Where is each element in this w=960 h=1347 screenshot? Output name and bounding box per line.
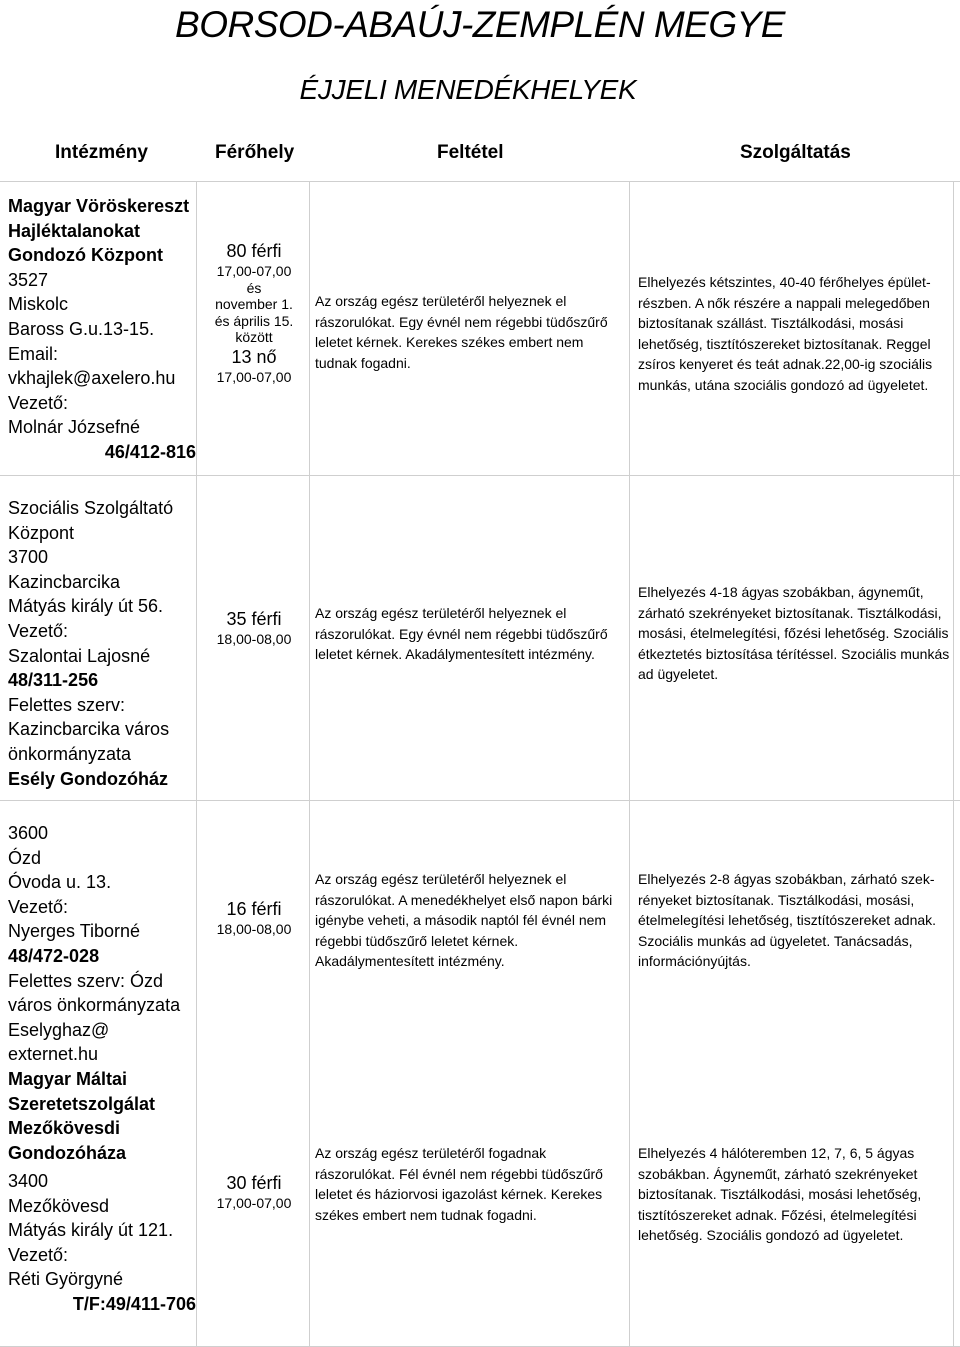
capacity-line: 16 férfi (226, 899, 282, 919)
capacity-line: 17,00-07,00 (216, 1195, 292, 1211)
institution-line: 48/472-028 (8, 945, 100, 966)
grid-line (0, 181, 960, 182)
institution-line: önkormányzata (8, 743, 132, 764)
capacity-line: 30 férfi (226, 1173, 282, 1193)
capacity-cell (200, 608, 308, 648)
page-title: BORSOD-ABAÚJ-ZEMPLÉN MEGYE (175, 4, 785, 45)
institution-line: Esély Gondozóház (8, 768, 169, 789)
institution-line: Mátyás király út 56. (8, 596, 164, 617)
institution-line: Gondozóháza (8, 1142, 126, 1163)
institution-line: város önkormányzata (8, 995, 181, 1016)
institution-line: 3700 (8, 547, 49, 568)
institution-line: Vezető: (8, 620, 69, 641)
institution-line: Hajléktalanokat (8, 220, 141, 241)
service-cell: Elhelyezés 4-18 ágyas szobákban, ágyneműt, zárható szekrényeket biztosítanak. Tisztálkodási, mosási, ételmelegítési, főzési lehetőség. Szociális étkeztetés biztosítása térítéssel. Szociális munkás ad ügyeletet. (638, 584, 950, 682)
grid-line (629, 181, 630, 1346)
grid-line (309, 181, 310, 1346)
institution-line: Óvoda u. 13. (8, 872, 112, 893)
grid-line (196, 181, 197, 1346)
capacity-line: 17,00-07,00 (216, 368, 292, 385)
institution-line: Szociális Szolgáltató (8, 498, 174, 518)
institution-line: 3527 (8, 269, 49, 290)
institution-line: Vezető: (8, 1244, 69, 1265)
capacity-line: 13 nő (231, 346, 277, 367)
header-capacity: Férőhely (215, 142, 295, 163)
institution-line: externet.hu (8, 1044, 99, 1065)
institution-line: Vezető: (8, 896, 69, 917)
institution-line: Vezető: (8, 392, 69, 413)
capacity-line: 35 férfi (226, 609, 282, 629)
condition-cell: Az ország egész területéről fogadnak rászorulókat. Fél évnél nem régebbi tüdőszűrő leletet és háziorvosi igazolást kérnek. Kerekes székes embert nem tudnak fogadni. (315, 1145, 603, 1223)
institution-line: Mezőkövesdi (8, 1118, 121, 1139)
institution-cell (8, 496, 196, 791)
institution-line: 3400 (8, 1171, 49, 1191)
institution-line: Szalontai Lajosné (8, 645, 151, 666)
institution-line: Mezőkövesd (8, 1195, 110, 1216)
institution-line: Ózd (8, 847, 42, 868)
institution-line: Magyar Máltai (8, 1068, 128, 1089)
capacity-line: és április 15. (214, 312, 294, 329)
institution-line: Baross G.u.13-15. (8, 318, 155, 339)
capacity-cell (200, 240, 308, 385)
header-condition: Feltétel (437, 142, 504, 163)
institution-line: Felettes szerv: (8, 694, 126, 715)
institution-line: vkhajlek@axelero.hu (8, 368, 176, 389)
service-cell: Elhelyezés kétszintes, 40-40 férőhelyes épület-részben. A nők részére a nappali melegedőben biztosítanak szállást. Tisztálkodási, mosási lehetőség, tisztítószereket biztosítanak. Reggel zsíros kenyeret és teát adnak.22,00-ig szociális munkás, utána szociális gondozó ad ügyeletet. (638, 274, 933, 393)
institution-line: Eselyghaz@ (8, 1019, 110, 1040)
capacity-cell (200, 1172, 308, 1212)
institution-line: Réti Györgyné (8, 1269, 124, 1290)
service-cell: Elhelyezés 4 hálóteremben 12, 7, 6, 5 ágyas szobákban. Ágyneműt, zárható szekrényeket biztosítanak. Tisztálkodási, mosási lehetőség, tisztítószereket adnak. Főzési, ételmelegítési lehetőség. Szociális gondozó ad ügyeletet. (638, 1145, 922, 1243)
institution-line: Magyar Vöröskereszt (8, 196, 190, 216)
institution-line: Nyerges Tiborné (8, 921, 141, 942)
capacity-line: között (235, 329, 273, 345)
institution-line: Molnár Józsefné (8, 417, 141, 438)
capacity-line: 18,00-08,00 (216, 921, 292, 937)
institution-line: Kazincbarcika város (8, 719, 170, 740)
institution-line: Mátyás király út 121. (8, 1220, 174, 1241)
institution-line: 48/311-256 (8, 670, 99, 691)
grid-line (0, 475, 960, 476)
grid-line (953, 181, 954, 1346)
condition-cell: Az ország egész területéről helyeznek el rászorulókat. Egy évnél nem régebbi tüdőszűrő leletet kérnek. Kerekes székes embert nem tudnak fogadni. (315, 293, 608, 371)
header-service: Szolgáltatás (740, 142, 851, 163)
capacity-line: és (246, 279, 262, 296)
institution-cell (8, 821, 196, 1165)
institution-line: 3600 (8, 823, 49, 843)
institution-cell (8, 194, 196, 465)
capacity-line: 80 férfi (226, 241, 282, 261)
institution-line: Email: (8, 343, 59, 364)
institution-line: Kazincbarcika (8, 571, 121, 592)
institution-cell (8, 1169, 196, 1317)
institution-line: Központ (8, 522, 75, 543)
institution-line: T/F:49/411-706 (72, 1293, 196, 1314)
capacity-line: 17,00-07,00 (216, 263, 292, 279)
condition-cell: Az ország egész területéről helyeznek el rászorulókat. Egy évnél nem régebbi tüdőszűrő leletet kérnek. Akadálymentesített intézmény. (315, 605, 608, 662)
service-cell: Elhelyezés 2-8 ágyas szobákban, zárható szek-rényeket biztosítanak. Tisztálkodási, mosási, ételmelegítési lehetőség, tisztítószereket adnak. Szociális munkás ad ügyeletet. Tanácsadás, információnyújtás. (638, 871, 937, 969)
capacity-line: november 1. (215, 296, 293, 312)
institution-line: Gondozó Központ (8, 245, 163, 266)
institution-line: 46/412-816 (104, 441, 196, 462)
condition-cell: Az ország egész területéről helyeznek el rászorulókat. A menedékhelyet első napon bárki igénybe veheti, a második naptól fél évnél nem régebbi tüdőszűrő leletet kérnek. Akadálymentesített intézmény. (315, 871, 613, 969)
institution-line: Felettes szerv: Ózd (8, 970, 164, 991)
institution-line: Szeretetszolgálat (8, 1093, 156, 1114)
institution-line: Miskolc (8, 294, 69, 315)
grid-line (0, 800, 960, 801)
capacity-line: 18,00-08,00 (216, 631, 292, 647)
capacity-cell (200, 898, 308, 938)
page-subtitle: ÉJJELI MENEDÉKHELYEK (299, 74, 637, 105)
header-institution: Intézmény (55, 142, 148, 163)
